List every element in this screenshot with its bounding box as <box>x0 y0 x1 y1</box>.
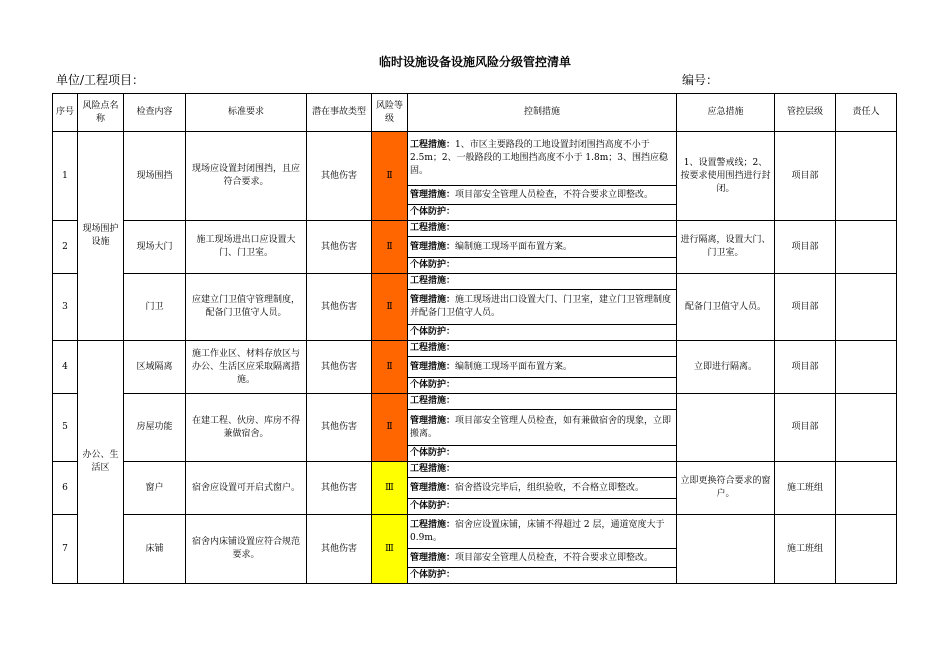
management-measure <box>408 290 677 325</box>
header-mgmt: 管控层级 <box>775 94 836 132</box>
ppe-label: 个体防护： <box>410 448 456 458</box>
person-cell <box>836 341 897 394</box>
table-row <box>53 221 897 237</box>
engineering-label: 工程措施： <box>410 223 456 233</box>
management-text: 项目部安全管理人员检查，如有兼做宿舍的现象，立即搬离。 <box>410 415 672 439</box>
header-accident: 潜在事故类型 <box>307 94 372 132</box>
management-label: 管理措施： <box>410 241 456 252</box>
engineering-label: 工程措施： <box>410 519 456 530</box>
management-label: 管理措施： <box>410 482 456 493</box>
management-measure <box>408 237 677 258</box>
risk-point-cell: 现场围护设施 <box>78 132 124 341</box>
check-cell: 床铺 <box>124 515 186 584</box>
seq-cell: 5 <box>53 394 78 462</box>
ppe-label: 个体防护： <box>410 207 456 217</box>
accident-cell: 其他伤害 <box>307 132 372 221</box>
check-cell: 房屋功能 <box>124 394 186 462</box>
management-label: 管理措施： <box>410 415 456 426</box>
management-measure <box>408 357 677 378</box>
header-level: 风险等级 <box>372 94 408 132</box>
risk-level-cell: Ⅱ <box>372 394 408 462</box>
mgmt-level-cell: 项目部 <box>775 394 836 462</box>
emergency-cell: 进行隔离，设置大门、门卫室。 <box>677 221 775 274</box>
mgmt-level-cell: 项目部 <box>775 132 836 221</box>
standard-cell: 宿舍应设置可开启式窗户。 <box>186 462 307 515</box>
page-title: 临时设施设备设施风险分级管控清单 <box>378 55 571 69</box>
person-cell <box>836 221 897 274</box>
engineering-measure <box>408 341 677 357</box>
ppe-measure <box>408 568 677 584</box>
header-risk-point: 风险点名称 <box>78 94 124 132</box>
person-cell <box>836 274 897 341</box>
engineering-measure <box>408 132 677 186</box>
accident-cell: 其他伤害 <box>307 462 372 515</box>
management-label: 管理措施： <box>410 361 456 372</box>
person-cell <box>836 462 897 515</box>
management-label: 管理措施： <box>410 295 456 305</box>
person-cell <box>836 394 897 462</box>
accident-cell: 其他伤害 <box>307 221 372 274</box>
ppe-measure <box>408 378 677 394</box>
header-control: 控制措施 <box>408 94 677 132</box>
person-cell <box>836 515 897 584</box>
engineering-text: 1、市区主要路段的工地设置封闭围挡高度不小于 2.5m；2、一般路段的工地围挡高度不小于 1.8m；3、围挡应稳固。 <box>410 140 669 176</box>
accident-cell: 其他伤害 <box>307 394 372 462</box>
table-row <box>53 515 897 549</box>
emergency-cell: 立即更换符合要求的窗户。 <box>677 462 775 515</box>
mgmt-level-cell: 项目部 <box>775 341 836 394</box>
standard-cell: 在建工程、伙房、库房不得兼做宿舍。 <box>186 394 307 462</box>
check-cell: 门卫 <box>124 274 186 341</box>
seq-cell: 6 <box>53 462 78 515</box>
ppe-measure <box>408 325 677 341</box>
table-row <box>53 274 897 290</box>
management-text: 编制施工现场平面布置方案。 <box>455 241 573 252</box>
ppe-measure <box>408 205 677 221</box>
seq-cell: 4 <box>53 341 78 394</box>
engineering-measure <box>408 462 677 478</box>
ppe-measure <box>408 446 677 462</box>
emergency-cell <box>677 515 775 584</box>
header-emergency: 应急措施 <box>677 94 775 132</box>
engineering-label: 工程措施： <box>410 464 456 474</box>
management-text: 项目部安全管理人员检查，不符合要求立即整改。 <box>455 552 654 563</box>
engineering-label: 工程措施： <box>410 343 456 353</box>
table-row <box>53 341 897 357</box>
standard-cell: 应建立门卫值守管理制度，配备门卫值守人员。 <box>186 274 307 341</box>
header-check: 检查内容 <box>124 94 186 132</box>
standard-cell: 施工现场进出口应设置大门、门卫室。 <box>186 221 307 274</box>
emergency-cell: 立即进行隔离。 <box>677 341 775 394</box>
standard-cell: 施工作业区、材料存放区与办公、生活区应采取隔离措施。 <box>186 341 307 394</box>
header-person: 责任人 <box>836 94 897 132</box>
seq-cell: 3 <box>53 274 78 341</box>
risk-point-cell: 办公、生活区 <box>78 341 124 584</box>
ppe-measure <box>408 499 677 515</box>
table-row <box>53 394 897 410</box>
check-cell: 区域隔离 <box>124 341 186 394</box>
management-text: 项目部安全管理人员检查，不符合要求立即整改。 <box>455 189 654 200</box>
header-row <box>53 94 897 132</box>
accident-cell: 其他伤害 <box>307 341 372 394</box>
engineering-label: 工程措施： <box>410 140 456 150</box>
risk-control-table <box>52 93 897 584</box>
engineering-measure <box>408 274 677 290</box>
risk-level-cell: Ⅱ <box>372 274 408 341</box>
management-text: 施工现场进出口设置大门、门卫室，建立门卫管理制度并配备门卫值守人员。 <box>410 295 672 318</box>
management-measure <box>408 186 677 205</box>
seq-cell: 7 <box>53 515 78 584</box>
risk-level-cell: Ⅲ <box>372 462 408 515</box>
ppe-measure <box>408 258 677 274</box>
check-cell: 现场围挡 <box>124 132 186 221</box>
engineering-text: 宿舍应设置床铺，床铺不得超过 2 层，通道宽度大于 0.9m。 <box>410 519 665 543</box>
person-cell <box>836 132 897 221</box>
risk-level-cell: Ⅱ <box>372 221 408 274</box>
engineering-measure <box>408 394 677 410</box>
table-row <box>53 462 897 478</box>
ppe-label: 个体防护： <box>410 327 456 337</box>
emergency-cell: 1、设置警戒线；2、按要求使用围挡进行封闭。 <box>677 132 775 221</box>
management-measure <box>408 549 677 568</box>
ppe-label: 个体防护： <box>410 380 456 390</box>
mgmt-level-cell: 项目部 <box>775 221 836 274</box>
engineering-label: 工程措施： <box>410 276 456 286</box>
emergency-cell <box>677 394 775 462</box>
management-label: 管理措施： <box>410 189 456 200</box>
engineering-label: 工程措施： <box>410 396 456 406</box>
header-seq: 序号 <box>53 94 78 132</box>
engineering-measure <box>408 221 677 237</box>
header-standard: 标准要求 <box>186 94 307 132</box>
ppe-label: 个体防护： <box>410 501 456 511</box>
accident-cell: 其他伤害 <box>307 515 372 584</box>
management-text: 宿舍搭设完毕后，组织验收，不合格立即整改。 <box>455 482 645 493</box>
risk-level-cell: Ⅱ <box>372 132 408 221</box>
risk-level-cell: Ⅲ <box>372 515 408 584</box>
emergency-cell: 配备门卫值守人员。 <box>677 274 775 341</box>
check-cell: 现场大门 <box>124 221 186 274</box>
seq-cell: 1 <box>53 132 78 221</box>
standard-cell: 宿舍内床铺设置应符合规范要求。 <box>186 515 307 584</box>
management-text: 编制施工现场平面布置方案。 <box>455 361 573 372</box>
standard-cell: 现场应设置封闭围挡，且应符合要求。 <box>186 132 307 221</box>
management-measure <box>408 410 677 446</box>
table-row <box>53 132 897 186</box>
management-label: 管理措施： <box>410 552 456 563</box>
ppe-label: 个体防护： <box>410 260 456 270</box>
mgmt-level-cell: 施工班组 <box>775 515 836 584</box>
engineering-measure <box>408 515 677 549</box>
management-measure <box>408 478 677 499</box>
ppe-label: 个体防护： <box>410 570 456 580</box>
seq-cell: 2 <box>53 221 78 274</box>
mgmt-level-cell: 项目部 <box>775 274 836 341</box>
check-cell: 窗户 <box>124 462 186 515</box>
number-label: 编号： <box>682 73 719 87</box>
unit-project-label: 单位/工程项目： <box>56 73 145 87</box>
mgmt-level-cell: 施工班组 <box>775 462 836 515</box>
risk-level-cell: Ⅱ <box>372 341 408 394</box>
accident-cell: 其他伤害 <box>307 274 372 341</box>
